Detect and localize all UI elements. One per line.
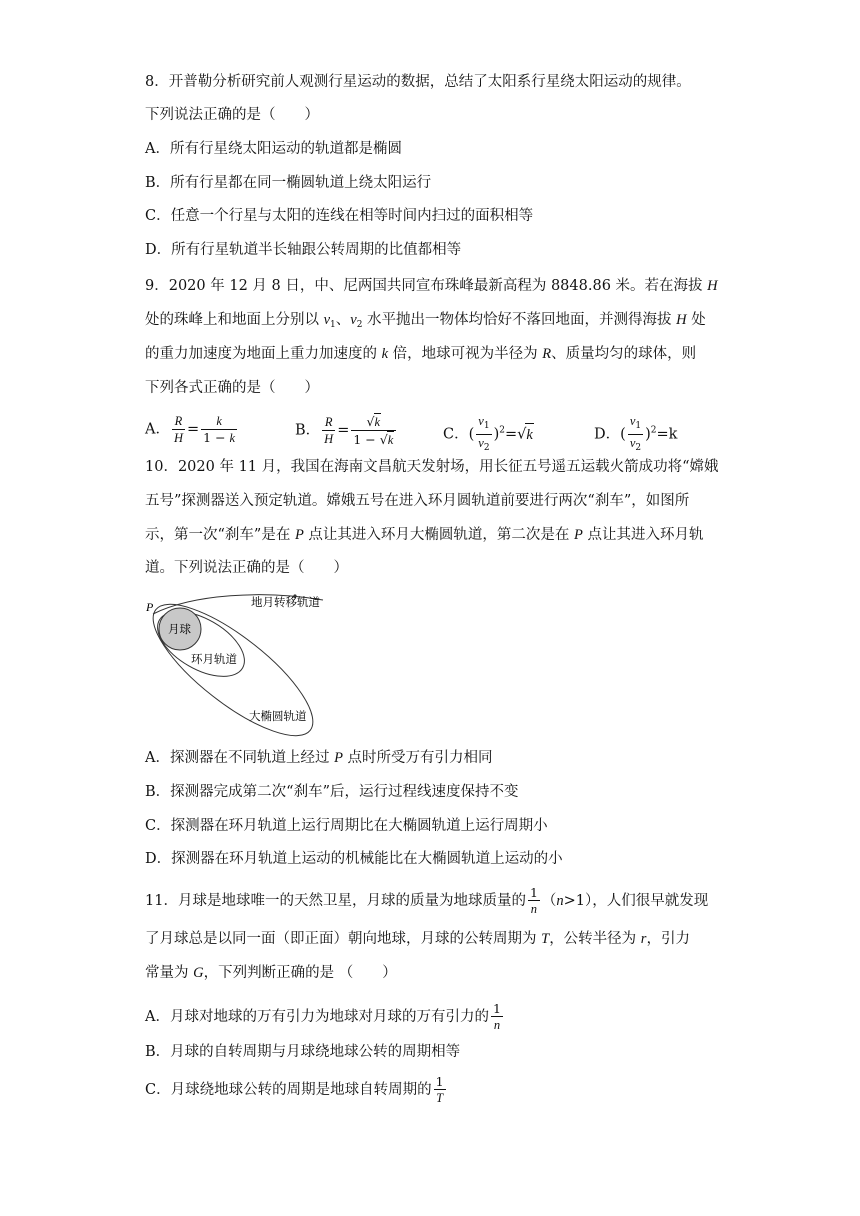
q9-option-c: C．( $\frac{v_1}{v_2}$ )$^2$=√k	[443, 414, 533, 453]
q8-option-a: A．所有行星绕太阳运动的轨道都是椭圆	[145, 141, 402, 157]
label-p: P	[146, 600, 154, 614]
q8-stem-line1: 8．开普勒分析研究前人观测行星运动的数据，总结了太阳系行星绕太阳运动的规律。	[145, 74, 691, 90]
orbit-diagram	[143, 592, 343, 738]
q11-stem-line3: 常量为 G，下列判断正确的是 （ ）	[145, 965, 397, 981]
q9-stem-line1: 9．2020 年 12 月 8 日，中、尼两国共同宣布珠峰最新高程为 8848.86 米。若在海拔 H	[145, 278, 718, 294]
q10-option-b: B．探测器完成第二次“刹车”后，运行过程线速度保持不变	[145, 784, 519, 800]
q10-option-a: A．探测器在不同轨道上经过 P 点时所受万有引力相同	[145, 750, 493, 766]
q8-option-c: C．任意一个行星与太阳的连线在相等时间内扫过的面积相等	[145, 208, 534, 224]
q9-option-b: B． $\frac{R}{H}$ = $\frac{√k}{1 - √k}$	[295, 413, 398, 448]
q9-stem-line4: 下列各式正确的是（ ）	[145, 380, 319, 396]
q10-stem-line1: 10．2020 年 11 月，我国在海南文昌航天发射场，用长征五号遥五运载火箭成功将“嫦娥	[145, 459, 719, 475]
q8-option-b: B．所有行星都在同一椭圆轨道上绕太阳运行	[145, 175, 432, 191]
q11-option-a: A．月球对地球的万有引力为地球对月球的万有引力的 $\frac{1}{n}$	[145, 1001, 501, 1032]
q10-option-d: D．探测器在环月轨道上运动的机械能比在大椭圆轨道上运动的小	[145, 851, 563, 867]
label-lunar-orbit: 环月轨道	[191, 652, 237, 666]
label-transfer-orbit: 地月转移轨道	[251, 595, 320, 609]
label-large-ellipse: 大椭圆轨道	[249, 709, 307, 723]
q11-option-c: C．月球绕地球公转的周期是地球自转周期的 $\frac{1}{T}$	[145, 1074, 444, 1105]
q10-stem-line2: 五号”探测器送入预定轨道。嫦娥五号在进入环月圆轨道前要进行两次“刹车”，如图所	[145, 493, 690, 509]
label-moon: 月球	[168, 622, 191, 636]
q11-stem-line2: 了月球总是以同一面（即正面）朝向地球，月球的公转周期为 T，公转半径为 r，引力	[145, 931, 690, 947]
q11-option-b: B．月球的自转周期与月球绕地球公转的周期相等	[145, 1044, 461, 1060]
q9-option-a: A． $\frac{R}{H}$ = $\frac{k}{1 - k}$	[145, 414, 236, 445]
q8-option-d: D．所有行星轨道半长轴跟公转周期的比值都相等	[145, 242, 462, 258]
q9-stem-line3: 的重力加速度为地面上重力加速度的 k 倍，地球可视为半径为 R、质量均匀的球体，则	[145, 346, 697, 362]
q10-stem-line4: 道。下列说法正确的是（ ）	[145, 560, 348, 576]
q11-stem-line1: 11．月球是地球唯一的天然卫星，月球的质量为地球质量的 $\frac{1}{n}$ （n>1），人们很早就发现	[145, 885, 709, 916]
q9-option-d: D．( $\frac{v_1}{v_2}$ )$^2$=k	[594, 414, 678, 453]
var-h: H	[707, 278, 718, 294]
q10-option-c: C．探测器在环月轨道上运行周期比在大椭圆轨道上运行周期小	[145, 818, 548, 834]
q9-stem-line2: 处的珠峰上和地面上分别以 $v_1$、$v_2$ 水平抛出一物体均恰好不落回地面，并测得海拔 H 处	[145, 312, 706, 330]
q8-stem-line2: 下列说法正确的是（ ）	[145, 107, 319, 123]
q10-stem-line3: 示，第一次“刹车”是在 P 点让其进入环月大椭圆轨道，第二次是在 P 点让其进入环月轨	[145, 527, 704, 543]
